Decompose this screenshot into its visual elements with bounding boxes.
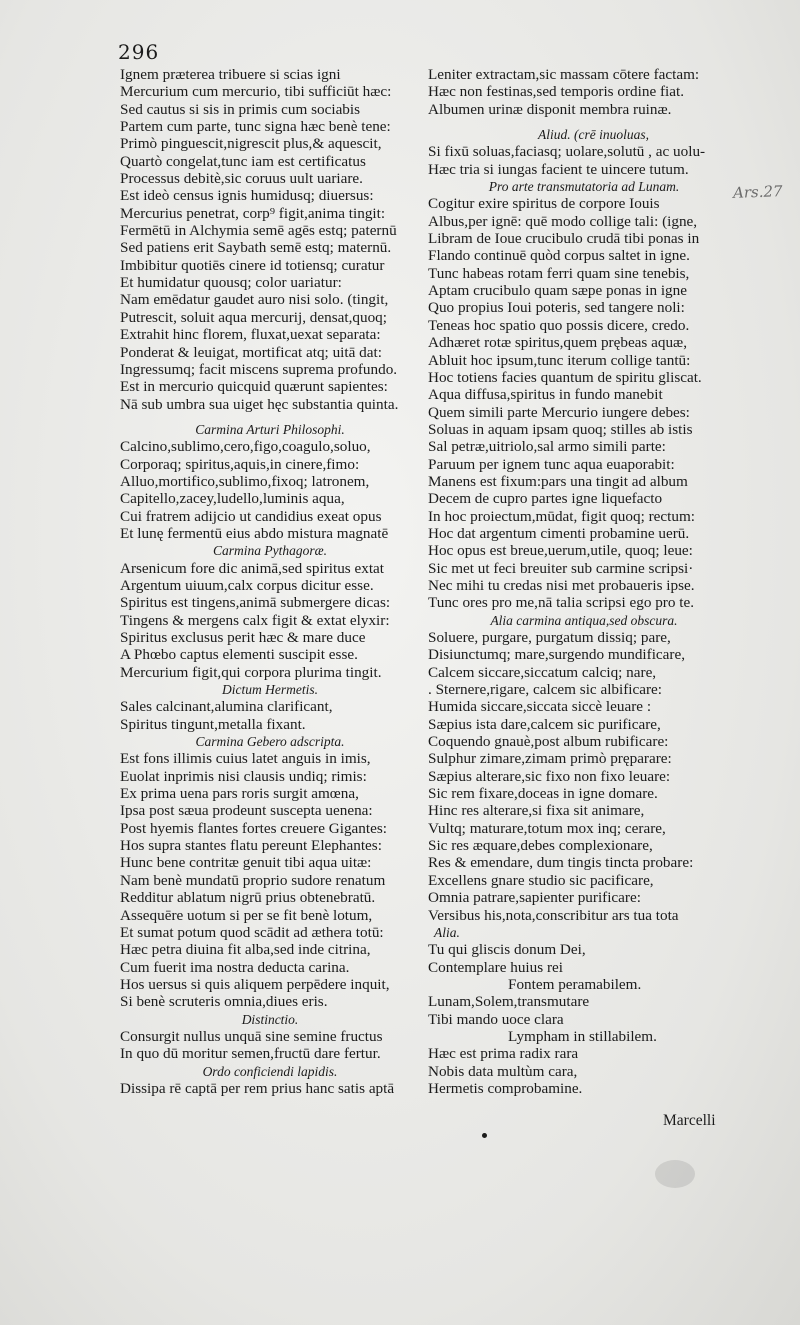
text-line: Disiunctumq; mare,surgendo mundificare, [428,646,686,664]
text-line: Alluo,mortifico,sublimo,fixoq; latronem, [120,472,370,490]
text-line: Hæc petra diuina fit alba,sed inde citrina, [120,941,371,959]
text-line: Ipsa post sæua prodeunt suscepta uenena: [120,802,373,820]
text-line: Lympham in stillabilem. [508,1027,657,1045]
left-text-column [120,66,420,1097]
text-line: Consurgit nullus unquā sine semine fructus [120,1027,383,1045]
text-line: Calcino,sublimo,cero,figo,coagulo,soluo, [120,438,371,456]
text-line: Spiritus est tingens,animā submergere dicas: [120,594,391,612]
text-line: Tibi mando uoce clara [428,1010,564,1028]
text-line: Spiritus exclusus perit hæc & mare duce [120,629,366,646]
text-line: Tu qui gliscis donum Dei, [428,941,586,959]
text-line: Sæpius ista dare,calcem sic purificare, [428,715,661,733]
text-line: Soluere, purgare, purgatum dissiq; pare, [428,629,671,646]
text-line: Excellens gnare studio sic pacificare, [428,871,654,889]
text-line: Et humidatur quousq; color uariatur: [120,274,342,292]
text-line: Cum fuerit ima nostra deducta carina. [120,958,350,976]
text-line: Est in mercurio quicquid quærunt sapientes: [120,378,388,396]
spacer [120,413,420,421]
text-line: Ignem præterea tribuere si scias igni [120,66,341,83]
text-line: Coquendo gnauè,post album rubificare: [428,733,669,751]
section-heading: Carmina Arturi Philosophi. [195,421,345,437]
text-line: Lunam,Solem,transmutare [428,993,590,1011]
text-line: Decem de cupro partes igne liquefacto [428,490,663,508]
text-line: Si fixū soluas,faciasq; uolare,solutū , ac uolu- [428,143,706,161]
text-line: Flando continuē quòd corpus saltet in igne. [428,247,690,265]
text-line: Cui fratrem adijcio ut candidius exeat opus [120,507,382,525]
text-line: Processus debitè,sic coruus uult uariare. [120,170,363,188]
text-line: Aqua diffusa,spiritus in fundo manebit [428,386,663,404]
text-line: Capitello,zacey,ludello,luminis aqua, [120,490,345,508]
text-line: Ex prima uena pars roris surgit amœna, [120,785,359,803]
text-line: Tunc ores pro me,nā talia scripsi ego pro te. [428,594,695,612]
text-line: Sal petræ,uitriolo,sal armo simili parte: [428,438,666,456]
section-heading: Carmina Pythagoræ. [212,543,327,559]
section-heading: Pro arte transmutatoria ad Lunam. [488,179,680,195]
text-line: Spiritus tingunt,metalla fixant. [120,715,306,733]
text-line: Primò pinguescit,nigrescit plus,& aquescit, [120,135,382,153]
text-line: Hoc totiens facies quantum de spiritu gliscat. [428,368,702,386]
text-line: Dissipa rē captā per rem prius hanc satis aptā [120,1079,395,1097]
text-line: Hunc bene contritæ genuit tibi aqua uitæ: [120,854,372,872]
section-heading: Alia carmina antiqua,sed obscura. [490,612,678,628]
text-line: In hoc proiectum,mūdat, figit quoq; rectum: [428,507,695,525]
text-line: In quo dū moritur semen,fructū dare fertur. [120,1045,381,1063]
text-line: Leniter extractam,sic massam cōtere factam: [428,66,700,83]
text-line: Hinc res alterare,si fixa sit animare, [428,802,645,820]
text-line: Humida siccare,siccata siccè leuare : [428,698,652,716]
text-line: Nā sub umbra sua uiget hęc substantia quinta. [120,395,399,413]
text-line: Mercurium figit,qui corpora plurima tingit. [120,663,382,681]
text-line: Nam benè mundatū proprio sudore renatum [120,871,386,889]
text-line: Ingressumq; facit miscens suprema profundo. [120,360,398,378]
text-line: Calcem siccare,siccatum calciq; nare, [428,663,657,681]
text-line: Est fons illimis cuius latet anguis in imis, [120,750,371,768]
text-line: . Sternere,rigare, calcem sic albificare: [428,681,663,699]
text-line: Argentum uiuum,calx corpus dicitur esse. [120,576,374,594]
handwritten-margin-note: Ars.27 [732,182,783,202]
text-line: Est ideò census ignis humidusq; diuersus: [120,187,374,205]
text-line: Hæc est prima radix rara [428,1045,579,1063]
ink-dot [482,1133,487,1138]
text-line: Putrescit, soluit aqua mercurij, densat,quoq; [120,308,387,326]
section-heading: Alia. [434,924,460,940]
text-line: Tunc habeas rotam ferri quam sine tenebis, [428,264,690,282]
text-line: Assequēre uotum si per se fit benè lotum, [120,906,373,924]
text-line: Nec mihi tu credas nisi met probaueris ipse. [428,576,695,594]
text-line: Omnia patrare,sapienter purificare: [428,889,641,907]
text-line: Sic rem fixare,doceas in igne domare. [428,785,658,803]
text-line: Teneas hoc spatio quo possis dicere, credo. [428,316,690,334]
text-line: Sed cautus si sis in primis cum sociabis [120,100,361,118]
text-line: Quartò congelat,tunc iam est certificatus [120,152,366,170]
text-line: Extrahit hinc florem, fluxat,uexat separata: [120,326,381,344]
text-line: Euolat inprimis nisi clausis undiq; rimis: [120,767,367,785]
text-line: Paruum per ignem tunc aqua euaporabit: [428,455,675,473]
section-heading: Carmina Gebero adscripta. [195,734,345,750]
section-heading: Ordo conficiendi lapidis. [202,1063,338,1079]
text-line: Sales calcinant,alumina clarificant, [120,698,333,716]
text-line: Cogitur exire spiritus de corpore Iouis [428,195,660,213]
text-line: Fontem peramabilem. [508,975,642,993]
text-line: Sulphur zimare,zimam primò pręparare: [428,750,672,768]
catchword: Marcelli [663,1112,716,1129]
text-line: Quo propius Ioui poteris, sed tangere noli: [428,299,685,317]
spacer [428,118,740,126]
text-line: Partem cum parte, tunc signa hæc benè tene: [120,118,391,136]
text-line: Arsenicum fore dic animā,sed spiritus extat [120,559,385,577]
text-line: Et lunę fermentū eius abdo mistura magnatē [120,524,389,542]
text-line: Post hyemis flantes fortes creuere Gigantes: [120,819,387,837]
text-line: Corporaq; spiritus,aquis,in cinere,fimo: [120,455,360,473]
text-line: Quem simili parte Mercurio iungere debes: [428,403,690,421]
text-line: Fermētū in Alchymia semē agēs estq; paternū [120,222,397,240]
text-line: Redditur ablatum nigrū prius obtenebratū. [120,889,376,907]
text-line: Hæc tria si iungas facient te uincere tutum. [428,160,689,178]
text-line: Imbibitur quotiēs cinere id totiensq; curatur [120,256,385,274]
text-line: Tingens & mergens calx figit & extat elyxir: [120,611,390,629]
text-line: Vultq; maturare,totum mox inq; cerare, [428,819,666,837]
text-line: Albumen urinæ disponit membra ruinæ. [428,100,672,118]
text-line: Sic res æquare,debes complexionare, [428,837,653,855]
text-line: Hos supra stantes flatu pereunt Elephantes: [120,837,382,855]
page-number: 296 [118,40,160,64]
text-line: Soluas in aquam ipsam quoq; stilles ab istis [428,420,693,438]
text-line: A Phœbo captus elementi suscipit esse. [120,646,358,664]
text-line: Sic met ut feci breuiter sub carmine scripsi· [428,559,694,577]
text-line: Mercurius penetrat, corp⁹ figit,anima tingit: [120,204,386,222]
text-line: Libram de Ioue crucibulo crudā tibi ponas in [428,230,700,248]
section-heading: Distinctio. [241,1011,299,1027]
text-line: Versibus his,nota,conscribitur ars tua tota [428,906,679,924]
right-text-column [428,66,740,1097]
text-line: Hæc non festinas,sed temporis ordine fiat. [428,83,685,101]
section-heading: Aliud. (crē inuoluas, [538,127,649,143]
text-line: Hoc opus est breue,uerum,utile, quoq; leue: [428,542,693,560]
text-line: Aptam crucibulo quam sæpe ponas in igne [428,282,687,300]
text-line: Mercurium cum mercurio, tibi sufficiūt hæc: [120,83,392,101]
section-heading: Dictum Hermetis. [222,682,318,698]
text-line: Si benè scruteris omnia,diues eris. [120,993,328,1011]
text-line: Hermetis comprobamine. [428,1079,583,1097]
text-line: Abluit hoc ipsum,tunc iterum collige tantū: [428,351,691,369]
text-line: Sed patiens erit Saybath semē estq; maternū. [120,239,392,257]
text-line: Albus,per ignē: quē modo collige tali: (igne, [428,212,698,230]
text-line: Manens est fixum:pars una tingit ad album [428,472,688,490]
text-line: Nobis data multùm cara, [428,1062,578,1080]
paper-stain [655,1160,695,1188]
text-line: Res & emendare, dum tingis tincta probare: [428,854,694,872]
text-line: Et sumat potum quod scādit ad æthera totū: [120,923,384,941]
text-line: Nam emēdatur gaudet auro nisi solo. (tingit, [120,291,389,309]
text-line: Contemplare huius rei [428,958,563,976]
text-line: Hos uersus si quis aliquem perpēdere inquit, [120,975,390,993]
text-line: Adhæret rotæ spiritus,quem prębeas aquæ, [428,334,687,352]
text-line: Ponderat & leuigat, mortificat atq; uitā dat: [120,343,382,361]
text-line: Sæpius alterare,sic fixo non fixo leuare: [428,767,671,785]
text-line: Hoc dat argentum cimenti probamine uerū. [428,524,690,542]
